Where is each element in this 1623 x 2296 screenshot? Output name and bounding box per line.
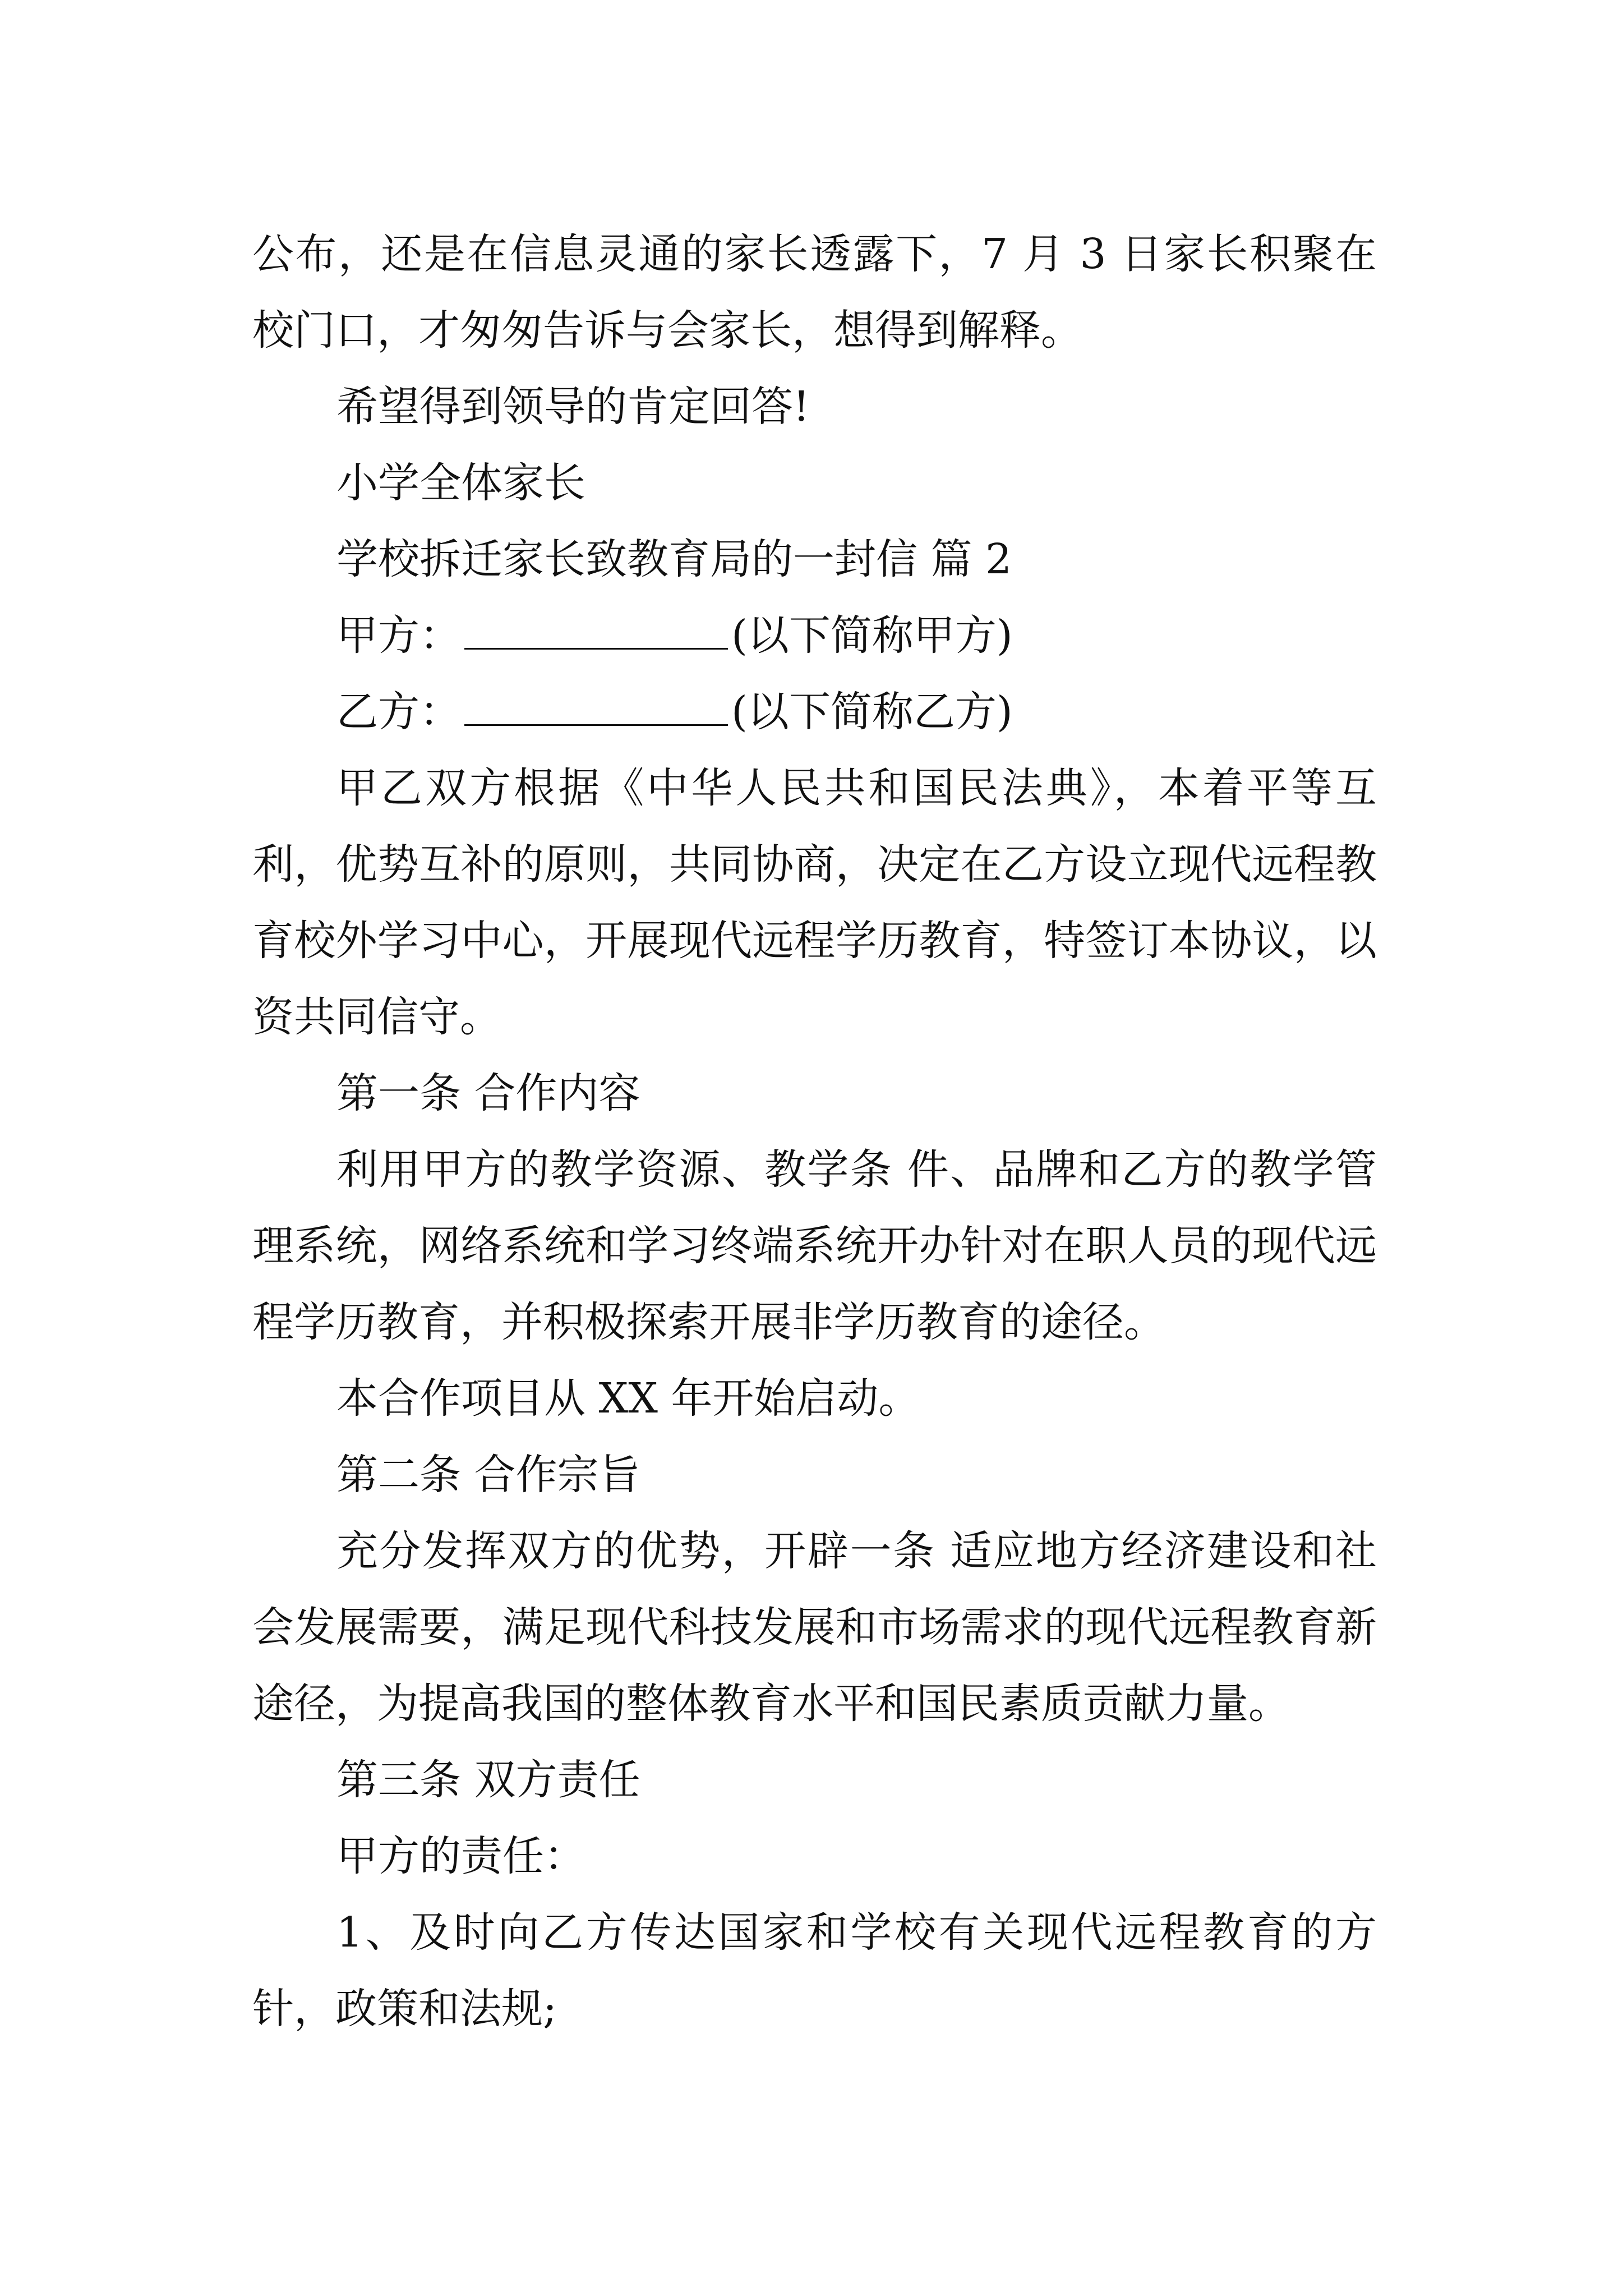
party-b-blank bbox=[464, 683, 728, 726]
party-a-duties-heading: 甲方的责任： bbox=[336, 1832, 585, 1880]
section-title: 学校拆迁家长致教育局的一封信 篇 2 bbox=[336, 535, 1012, 583]
party-b-suffix: (以下简称乙方) bbox=[731, 688, 1013, 736]
paragraph-continuation: 公布，还是在信息灵通的家长透露下，7 月 3 日家长积聚在校门口，才匆匆告诉与会家长，想得到解释。 bbox=[252, 230, 1377, 355]
party-a-label: 甲方： bbox=[336, 611, 461, 660]
article-1-body: 利用甲方的教学资源、教学条 件、品牌和乙方的教学管理系统，网络系统和学习终端系统开办针对在职人员的现代远程学历教育，并积极探索开展非学历教育的途径。 bbox=[252, 1145, 1377, 1346]
article-1-heading: 第一条 合作内容 bbox=[336, 1069, 640, 1117]
party-b-label: 乙方： bbox=[336, 688, 461, 736]
party-b-line bbox=[252, 674, 1377, 750]
party-a-line bbox=[252, 597, 1377, 674]
article-2-heading: 第二条 合作宗旨 bbox=[336, 1451, 640, 1499]
paragraph-agreement-intro: 甲乙双方根据《中华人民共和国民法典》，本着平等互利，优势互补的原则，共同协商，决定在乙方设立现代远程教育校外学习中心，开展现代远程学历教育，特签订本协议，以资共同信守。 bbox=[252, 764, 1377, 1041]
article-1-start: 本合作项目从 XX 年开始启动。 bbox=[336, 1374, 920, 1423]
paragraph-signature: 小学全体家长 bbox=[336, 459, 585, 507]
duty-item-1: 1、及时向乙方传达国家和学校有关现代远程教育的方针，政策和法规; bbox=[252, 1908, 1377, 2033]
article-2-body: 充分发挥双方的优势，开辟一条 适应地方经济建设和社会发展需要，满足现代科技发展和市场需求的现代远程教育新途径，为提高我国的整体教育水平和国民素质贡献力量。 bbox=[252, 1527, 1377, 1728]
paragraph-hope: 希望得到领导的肯定回答! bbox=[336, 383, 810, 431]
article-3-heading: 第三条 双方责任 bbox=[336, 1756, 640, 1804]
party-a-blank bbox=[464, 606, 728, 650]
party-a-suffix: (以下简称甲方) bbox=[731, 611, 1013, 660]
document-body bbox=[252, 216, 1377, 2047]
